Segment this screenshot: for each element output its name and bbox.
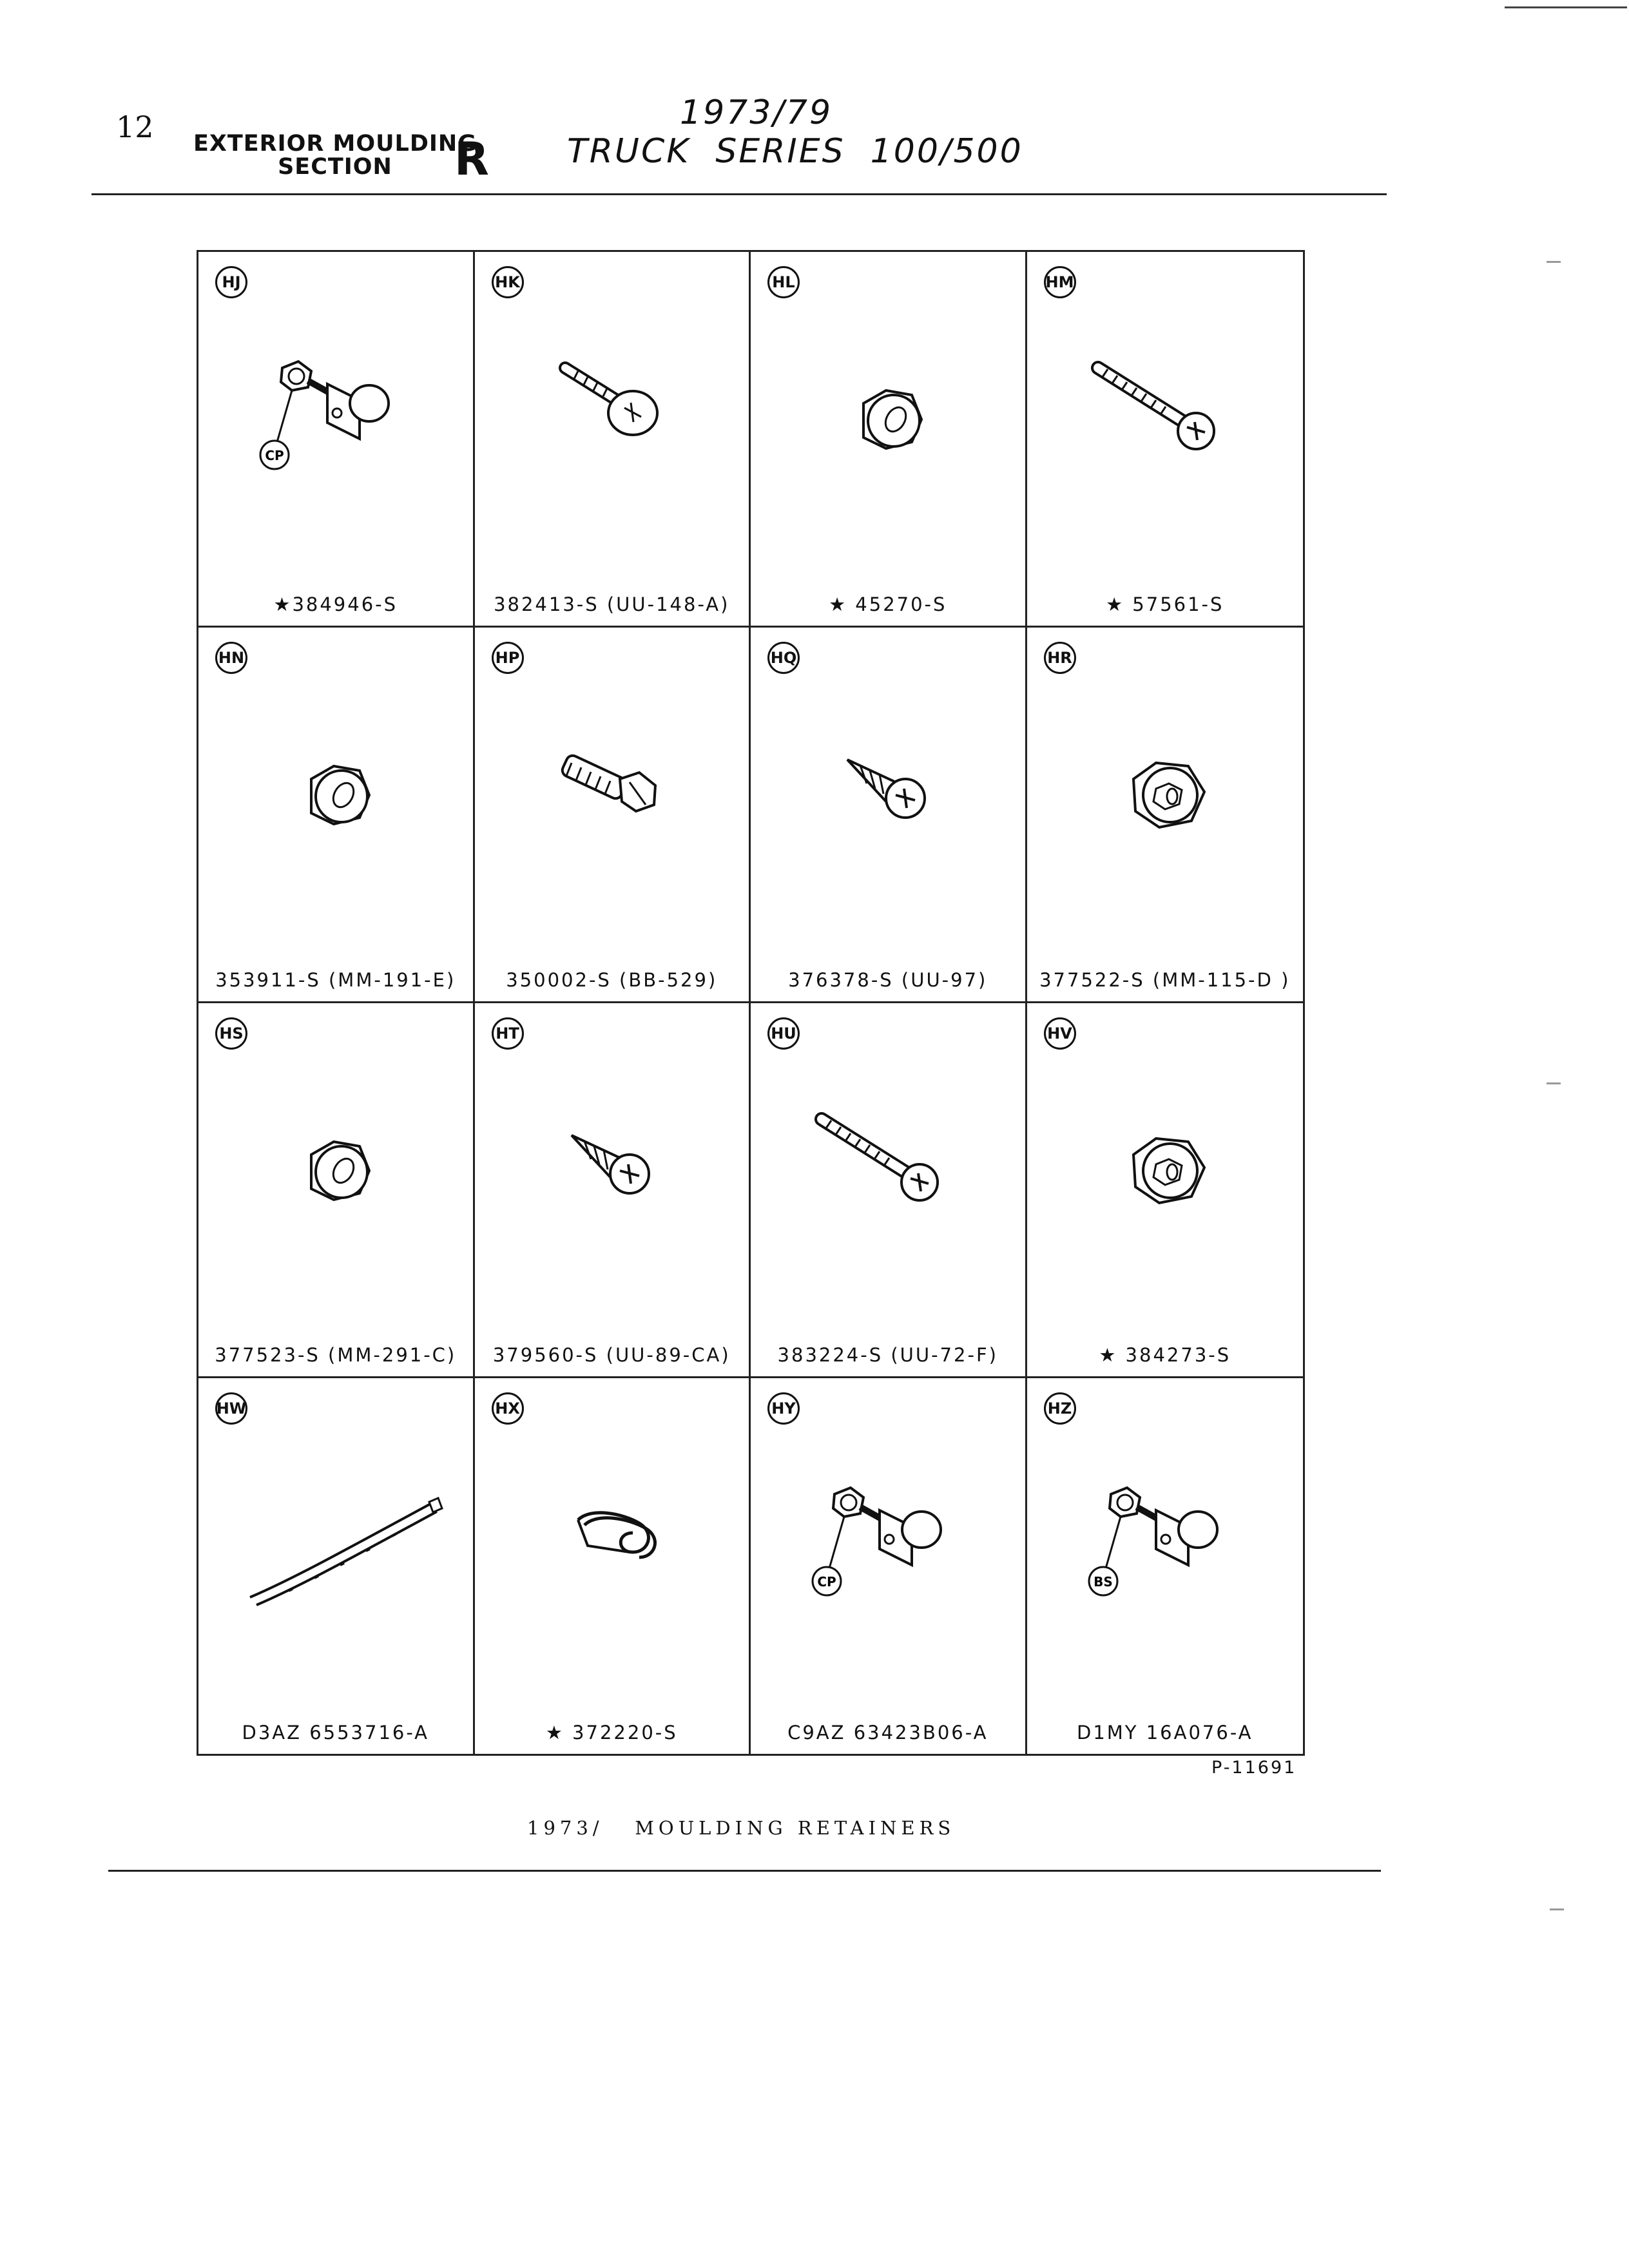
footer-rule — [108, 1870, 1381, 1872]
nut-bracket-clip-icon — [776, 1449, 1002, 1681]
section-title-line1: EXTERIOR MOULDING — [193, 131, 477, 157]
part-number: ★384946-S — [273, 593, 398, 615]
part-cell — [198, 1003, 475, 1379]
part-number: ★ 45270-S — [829, 593, 947, 615]
part-number: 382413-S (UU-148-A) — [494, 593, 730, 615]
part-number: 353911-S (MM-191-E) — [215, 968, 456, 991]
part-cell — [475, 252, 751, 628]
parts-grid — [197, 250, 1305, 1756]
hex-bolt-icon — [501, 698, 726, 930]
callout-label: CP — [265, 448, 284, 463]
hex-nut-icon — [224, 1074, 450, 1306]
page-number: 12 — [116, 110, 154, 144]
part-number: C9AZ 63423B06-A — [787, 1722, 988, 1744]
part-cell — [751, 1003, 1027, 1379]
nut-bracket-clip-icon — [224, 323, 450, 555]
truck-series: TRUCK SERIES 100/500 — [567, 132, 1023, 171]
retainer-strip-icon — [224, 1449, 450, 1681]
part-number: D3AZ 6553716-A — [242, 1722, 430, 1744]
part-cell — [1027, 252, 1304, 628]
part-code-badge: HL — [767, 266, 800, 298]
long-screw-icon — [776, 1074, 1002, 1306]
part-cell — [198, 1378, 475, 1754]
part-code-badge: HM — [1044, 266, 1076, 298]
tapping-screw-icon — [776, 698, 1002, 930]
part-number: ★ 384273-S — [1099, 1344, 1231, 1367]
part-number: ★ 57561-S — [1106, 593, 1224, 615]
tapping-screw-icon — [501, 1074, 726, 1306]
header-rule — [92, 193, 1387, 195]
part-code-badge: HZ — [1044, 1392, 1076, 1425]
part-code-badge: HS — [215, 1017, 247, 1050]
part-number: 350002-S (BB-529) — [506, 968, 718, 991]
section-title-line2: SECTION — [278, 154, 392, 180]
part-cell — [751, 1378, 1027, 1754]
section-letter: R — [454, 133, 489, 186]
margin-mark — [1547, 261, 1561, 263]
part-number: 379560-S (UU-89-CA) — [492, 1344, 731, 1367]
callout-label: BS — [1093, 1574, 1113, 1590]
part-code-badge: HU — [767, 1017, 800, 1050]
part-cell — [751, 252, 1027, 628]
part-code-badge: HY — [767, 1392, 800, 1425]
hex-nut-icon — [776, 323, 1002, 555]
part-number: 377522-S (MM-115-D ) — [1039, 968, 1291, 991]
part-number: 377523-S (MM-291-C) — [215, 1344, 457, 1367]
corner-rule — [1505, 6, 1627, 8]
acorn-nut-icon — [1053, 1074, 1278, 1306]
part-cell — [751, 628, 1027, 1003]
year-range: 1973/79 — [680, 93, 833, 132]
part-cell — [1027, 1003, 1304, 1379]
page-caption: 1973/ MOULDING RETAINERS — [527, 1817, 956, 1839]
part-code-badge: HK — [492, 266, 524, 298]
part-code-badge: HT — [492, 1017, 524, 1050]
part-code-badge: HR — [1044, 642, 1076, 674]
part-code-badge: HP — [492, 642, 524, 674]
part-code-badge: HW — [215, 1392, 247, 1425]
margin-mark — [1550, 1908, 1564, 1910]
part-cell — [475, 1378, 751, 1754]
callout-label: CP — [817, 1574, 836, 1590]
margin-mark — [1547, 1082, 1561, 1084]
part-cell — [1027, 628, 1304, 1003]
drill-point-screw-icon — [501, 323, 726, 555]
part-number: D1MY 16A076-A — [1077, 1722, 1253, 1744]
part-number: ★ 372220-S — [545, 1722, 678, 1744]
part-number: 376378-S (UU-97) — [788, 968, 988, 991]
section-title — [193, 132, 477, 178]
part-cell — [475, 1003, 751, 1379]
part-cell — [475, 628, 751, 1003]
nut-bracket-clip-icon — [1053, 1449, 1278, 1681]
long-screw-icon — [1053, 323, 1278, 555]
part-cell — [198, 628, 475, 1003]
hex-nut-icon — [224, 698, 450, 930]
part-cell — [1027, 1378, 1304, 1754]
part-number: 383224-S (UU-72-F) — [777, 1344, 998, 1367]
wire-clip-icon — [501, 1449, 726, 1681]
figure-id: P-11691 — [1211, 1758, 1297, 1778]
part-cell — [198, 252, 475, 628]
acorn-nut-icon — [1053, 698, 1278, 930]
part-code-badge: HV — [1044, 1017, 1076, 1050]
part-code-badge: HX — [492, 1392, 524, 1425]
part-code-badge: HN — [215, 642, 247, 674]
part-code-badge: HQ — [767, 642, 800, 674]
part-code-badge: HJ — [215, 266, 247, 298]
